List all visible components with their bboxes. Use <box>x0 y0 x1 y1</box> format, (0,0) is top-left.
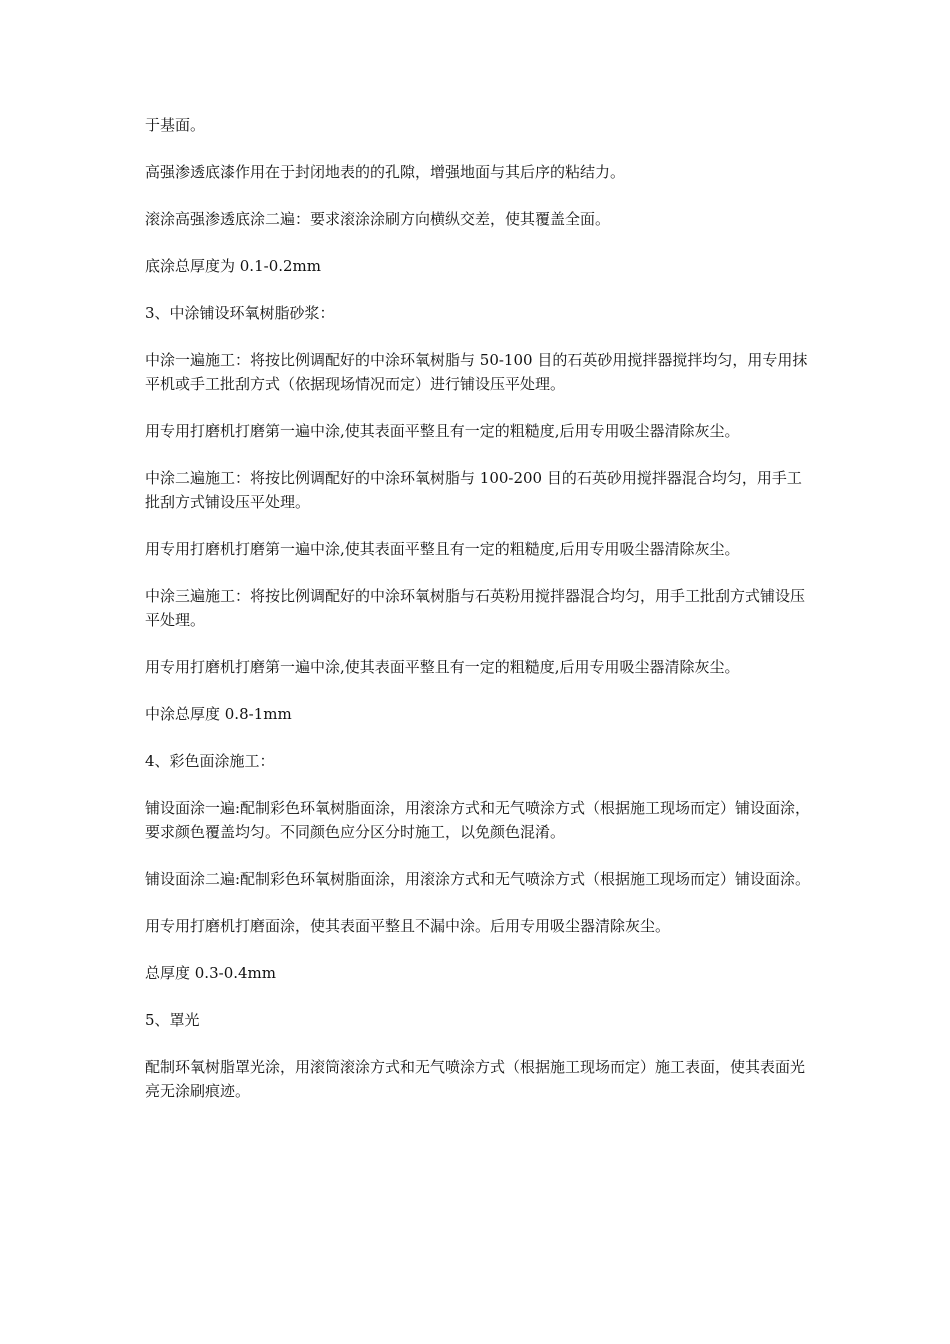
paragraph: 配制环氧树脂罩光涂，用滚筒滚涂方式和无气喷涂方式（根据施工现场而定）施工表面，使其表面光亮无涂刷痕迹。 <box>145 1058 806 1100</box>
paragraph: 底涂总厚度为 0.1-0.2mm <box>145 257 321 275</box>
paragraph: 铺设面涂一遍:配制彩色环氧树脂面涂，用滚涂方式和无气喷涂方式（根据施工现场而定）铺设面涂，要求颜色覆盖均匀。不同颜色应分区分时施工，以免颜色混淆。 <box>145 799 811 841</box>
paragraph: 高强渗透底漆作用在于封闭地表的的孔隙，增强地面与其后序的粘结力。 <box>145 163 626 181</box>
paragraph: 滚涂高强渗透底涂二遍：要求滚涂涂刷方向横纵交差，使其覆盖全面。 <box>145 210 611 228</box>
paragraph: 于基面。 <box>145 116 206 134</box>
paragraph: 中涂二遍施工：将按比例调配好的中涂环氧树脂与 100-200 目的石英砂用搅拌器混合均匀，用手工批刮方式铺设压平处理。 <box>145 469 802 511</box>
section-heading: 3、中涂铺设环氧树脂砂浆： <box>145 304 335 322</box>
paragraph: 总厚度 0.3-0.4mm <box>145 964 276 982</box>
document-body <box>145 113 813 1126</box>
paragraph: 用专用打磨机打磨第一遍中涂,使其表面平整且有一定的粗糙度,后用专用吸尘器清除灰尘。 <box>145 422 740 440</box>
section-heading: 4、彩色面涂施工： <box>145 752 275 770</box>
section-heading: 5、罩光 <box>145 1011 200 1029</box>
paragraph: 用专用打磨机打磨面涂，使其表面平整且不漏中涂。后用专用吸尘器清除灰尘。 <box>145 917 671 935</box>
paragraph: 中涂总厚度 0.8-1mm <box>145 705 292 723</box>
paragraph: 中涂三遍施工：将按比例调配好的中涂环氧树脂与石英粉用搅拌器混合均匀，用手工批刮方式铺设压平处理。 <box>145 587 806 629</box>
paragraph: 中涂一遍施工：将按比例调配好的中涂环氧树脂与 50-100 目的石英砂用搅拌器搅拌均匀，用专用抹平机或手工批刮方式（依据现场情况而定）进行铺设压平处理。 <box>145 351 808 393</box>
paragraph: 铺设面涂二遍:配制彩色环氧树脂面涂，用滚涂方式和无气喷涂方式（根据施工现场而定）铺设面涂。 <box>145 870 811 888</box>
paragraph: 用专用打磨机打磨第一遍中涂,使其表面平整且有一定的粗糙度,后用专用吸尘器清除灰尘。 <box>145 540 740 558</box>
paragraph: 用专用打磨机打磨第一遍中涂,使其表面平整且有一定的粗糙度,后用专用吸尘器清除灰尘。 <box>145 658 740 676</box>
